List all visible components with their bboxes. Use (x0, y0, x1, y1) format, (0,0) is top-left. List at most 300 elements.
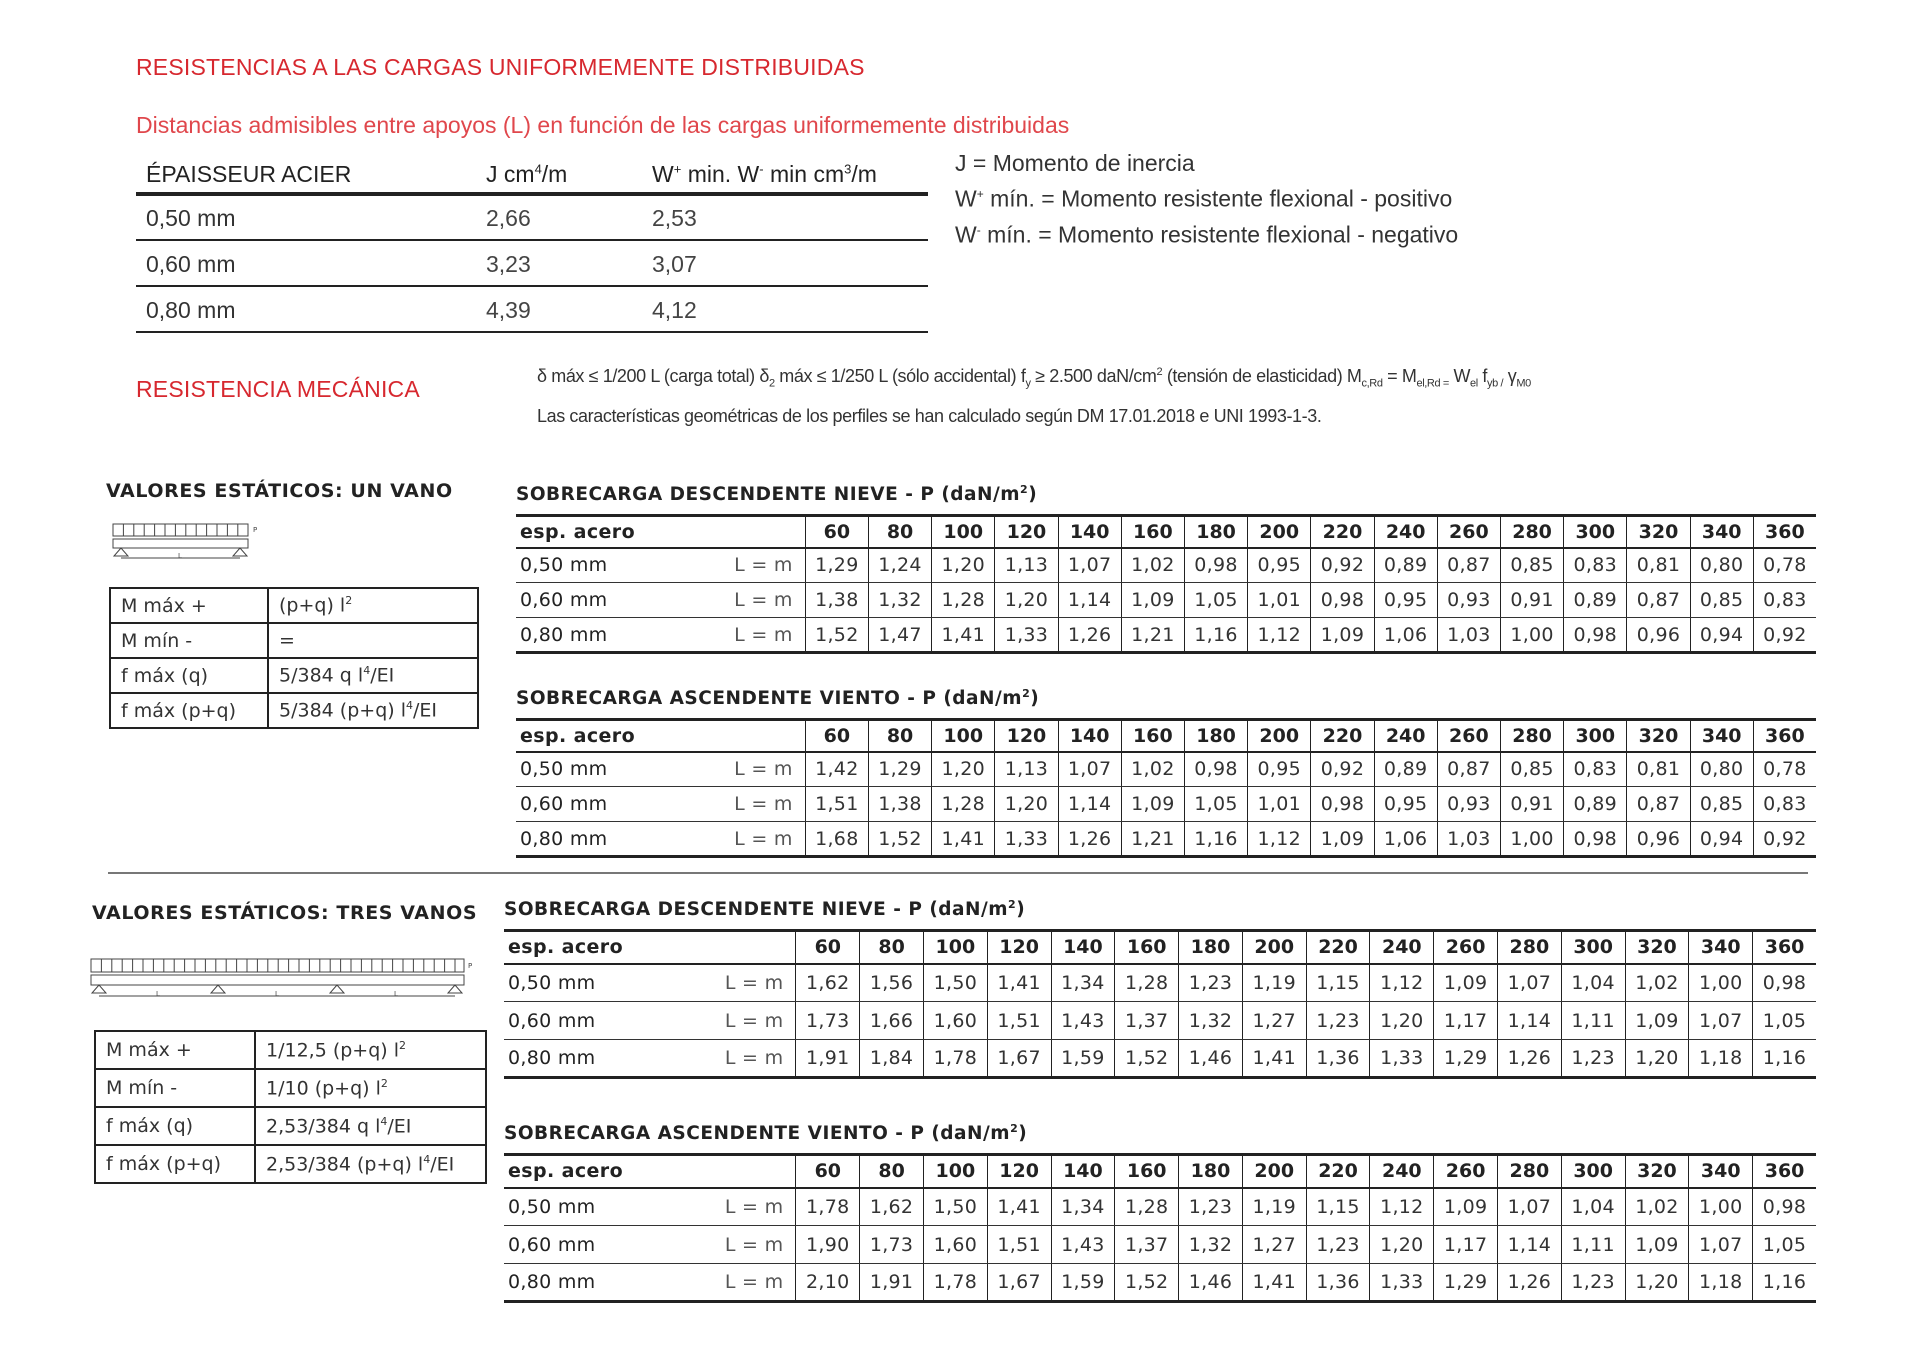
span-value-cell: 1,00 (1689, 964, 1753, 1002)
span-value-cell: 1,04 (1561, 1188, 1625, 1226)
header-load-340: 340 (1689, 1155, 1753, 1188)
span-value-cell: 1,33 (995, 618, 1058, 653)
span-value-cell: 1,91 (796, 1040, 860, 1078)
span-value-cell: 0,87 (1627, 787, 1690, 822)
table-row (516, 548, 1816, 583)
span-value-cell: 1,09 (1121, 583, 1184, 618)
span-value-cell: 0,95 (1374, 787, 1437, 822)
table-row (504, 964, 1816, 1002)
span-value-cell: 0,98 (1184, 752, 1247, 787)
span-value-cell: 1,37 (1115, 1226, 1179, 1264)
span-value-cell: 1,29 (868, 752, 931, 787)
header-load-200: 200 (1248, 516, 1311, 548)
span-value-cell: 1,01 (1248, 787, 1311, 822)
formula-label: f máx (p+q) (95, 1145, 255, 1183)
row-thickness: 0,50 mm (504, 964, 668, 1002)
span-value-cell: 1,15 (1306, 964, 1370, 1002)
span-value-cell: 1,32 (1179, 1002, 1243, 1040)
three-span-beam-diagram-icon (88, 955, 478, 1011)
row-unit: L = m (678, 548, 805, 583)
span-value-cell: 1,17 (1434, 1226, 1498, 1264)
span-value-cell: 1,29 (805, 548, 868, 583)
header-load-360: 360 (1753, 931, 1816, 964)
span-value-cell: 1,52 (868, 822, 931, 857)
formula-value: = (268, 623, 478, 658)
table-row (110, 693, 478, 728)
span-value-cell: 1,78 (923, 1264, 987, 1302)
span-value-cell: 1,11 (1561, 1002, 1625, 1040)
span-value-cell: 0,85 (1500, 752, 1563, 787)
span-value-cell: 1,59 (1051, 1040, 1115, 1078)
span-value-cell: 0,98 (1564, 618, 1627, 653)
span-value-cell: 1,14 (1058, 787, 1121, 822)
header-esp-acero: esp. acero (516, 516, 805, 548)
table-header-row (516, 720, 1816, 752)
span-value-cell: 1,07 (1058, 752, 1121, 787)
span-value-cell: 1,90 (796, 1226, 860, 1264)
row-unit: L = m (668, 1040, 796, 1078)
span-value-cell: 0,85 (1690, 787, 1753, 822)
span-value-cell: 1,32 (1179, 1226, 1243, 1264)
row-thickness: 0,80 mm (516, 618, 678, 653)
span-value-cell: 1,27 (1242, 1226, 1306, 1264)
svg-text:P: P (468, 962, 473, 970)
header-load-60: 60 (805, 516, 868, 548)
formula-label: M mín - (110, 623, 268, 658)
span-value-cell: 1,21 (1121, 618, 1184, 653)
span-value-cell: 1,09 (1434, 964, 1498, 1002)
span-value-cell: 0,81 (1627, 548, 1690, 583)
cell-j: 3,23 (476, 240, 642, 286)
table-row (516, 822, 1816, 857)
span-value-cell: 0,98 (1753, 964, 1816, 1002)
span-value-cell: 0,85 (1690, 583, 1753, 618)
span-value-cell: 0,93 (1437, 583, 1500, 618)
formula-label: f máx (p+q) (110, 693, 268, 728)
span-value-cell: 1,06 (1374, 822, 1437, 857)
span-value-cell: 1,03 (1437, 822, 1500, 857)
table-row (504, 1040, 1816, 1078)
span-value-cell: 1,60 (923, 1002, 987, 1040)
span-value-cell: 1,73 (796, 1002, 860, 1040)
legend-w-minus: W- mín. = Momento resistente flexional - negativo (955, 221, 1459, 248)
span-value-cell: 1,34 (1051, 964, 1115, 1002)
span-value-cell: 1,12 (1370, 964, 1434, 1002)
span-value-cell: 1,62 (796, 964, 860, 1002)
cell-w: 3,07 (642, 240, 928, 286)
span-value-cell: 1,19 (1242, 964, 1306, 1002)
formula-value: (p+q) $l^2$ (268, 588, 478, 623)
span-value-cell: 1,16 (1184, 822, 1247, 857)
header-load-280: 280 (1498, 931, 1562, 964)
header-load-180: 180 (1184, 720, 1247, 752)
row-unit: L = m (668, 1226, 796, 1264)
header-load-100: 100 (923, 931, 987, 964)
span-value-cell: 1,52 (805, 618, 868, 653)
table-row (504, 1188, 1816, 1226)
span-value-cell: 1,23 (1179, 964, 1243, 1002)
header-load-280: 280 (1498, 1155, 1562, 1188)
span-value-cell: 0,96 (1627, 618, 1690, 653)
span-value-cell: 1,09 (1121, 787, 1184, 822)
table-row (504, 1226, 1816, 1264)
span-value-cell: 1,28 (1115, 964, 1179, 1002)
span-value-cell: 1,84 (860, 1040, 924, 1078)
span-value-cell: 1,23 (1179, 1188, 1243, 1226)
header-esp-acero: esp. acero (504, 931, 796, 964)
span-value-cell: 1,27 (1242, 1002, 1306, 1040)
table-row (95, 1145, 486, 1183)
row-unit: L = m (678, 618, 805, 653)
formula-value: 1/12,5 (p+q) $l^2$ (255, 1031, 486, 1069)
span-value-cell: 0,78 (1753, 548, 1816, 583)
header-load-100: 100 (923, 1155, 987, 1188)
span-value-cell: 0,89 (1374, 548, 1437, 583)
span-value-cell: 0,89 (1564, 787, 1627, 822)
span-value-cell: 0,95 (1374, 583, 1437, 618)
header-load-120: 120 (995, 720, 1058, 752)
formula-label: f máx (q) (110, 658, 268, 693)
header-load-200: 200 (1242, 931, 1306, 964)
span-value-cell: 1,26 (1498, 1264, 1562, 1302)
table-row (95, 1031, 486, 1069)
header-load-140: 140 (1058, 516, 1121, 548)
svg-text:L: L (394, 990, 398, 998)
span-value-cell: 0,91 (1500, 787, 1563, 822)
span-value-cell: 1,14 (1058, 583, 1121, 618)
three-span-snow-title: SOBRECARGA DESCENDENTE NIEVE - P $(daN/m^2)$ (504, 898, 1026, 921)
row-unit: L = m (678, 583, 805, 618)
span-value-cell: 1,29 (1434, 1264, 1498, 1302)
span-value-cell: 0,95 (1248, 752, 1311, 787)
table-header-row (504, 1155, 1816, 1188)
span-value-cell: 1,16 (1184, 618, 1247, 653)
span-value-cell: 1,52 (1115, 1040, 1179, 1078)
span-value-cell: 0,85 (1500, 548, 1563, 583)
span-value-cell: 1,50 (923, 1188, 987, 1226)
span-value-cell: 1,33 (995, 822, 1058, 857)
span-value-cell: 1,20 (1625, 1264, 1689, 1302)
cell-thickness: 0,50 mm (136, 194, 476, 240)
one-span-wind-table (516, 718, 1816, 858)
header-load-320: 320 (1627, 516, 1690, 548)
span-value-cell: 1,59 (1051, 1264, 1115, 1302)
header-w: W+ min. W- $\min cm^3/m$ (642, 154, 928, 194)
span-value-cell: 1,02 (1625, 1188, 1689, 1226)
span-value-cell: 1,00 (1500, 822, 1563, 857)
header-load-80: 80 (860, 1155, 924, 1188)
span-value-cell: 0,91 (1500, 583, 1563, 618)
row-thickness: 0,60 mm (504, 1226, 668, 1264)
legend-j: J = Momento de inercia (955, 150, 1195, 176)
span-value-cell: 1,62 (860, 1188, 924, 1226)
span-value-cell: 1,00 (1500, 618, 1563, 653)
one-span-wind-title: SOBRECARGA ASCENDENTE VIENTO - P $(daN/m^2)$ (516, 687, 1040, 710)
span-value-cell: 1,05 (1184, 787, 1247, 822)
header-load-220: 220 (1311, 516, 1374, 548)
span-value-cell: 1,03 (1437, 618, 1500, 653)
row-thickness: 0,80 mm (504, 1040, 668, 1078)
span-value-cell: 0,87 (1437, 548, 1500, 583)
row-thickness: 0,80 mm (516, 822, 678, 857)
properties-table (136, 154, 928, 333)
row-thickness: 0,60 mm (504, 1002, 668, 1040)
table-header-row (504, 931, 1816, 964)
span-value-cell: 1,20 (932, 752, 995, 787)
span-value-cell: 1,23 (1561, 1264, 1625, 1302)
header-thickness: ÉPAISSEUR ACIER (136, 154, 476, 194)
span-value-cell: 1,04 (1561, 964, 1625, 1002)
span-value-cell: 1,91 (860, 1264, 924, 1302)
three-span-title: VALORES ESTÁTICOS: TRES VANOS (92, 902, 478, 924)
span-value-cell: 1,51 (805, 787, 868, 822)
span-value-cell: 1,13 (995, 752, 1058, 787)
table-row (95, 1107, 486, 1145)
row-thickness: 0,80 mm (504, 1264, 668, 1302)
span-value-cell: 1,21 (1121, 822, 1184, 857)
header-load-200: 200 (1242, 1155, 1306, 1188)
span-value-cell: 1,24 (868, 548, 931, 583)
header-load-240: 240 (1370, 1155, 1434, 1188)
header-esp-acero: esp. acero (516, 720, 805, 752)
cell-thickness: 0,60 mm (136, 240, 476, 286)
table-row (136, 194, 928, 240)
header-load-280: 280 (1500, 516, 1563, 548)
span-value-cell: 1,12 (1248, 822, 1311, 857)
span-value-cell: 1,66 (860, 1002, 924, 1040)
span-value-cell: 1,09 (1625, 1226, 1689, 1264)
formula-value: 5/384 q $l^4/EI$ (268, 658, 478, 693)
span-value-cell: 1,43 (1051, 1002, 1115, 1040)
span-value-cell: 1,05 (1184, 583, 1247, 618)
formula-label: f máx (q) (95, 1107, 255, 1145)
row-thickness: 0,50 mm (516, 548, 678, 583)
row-unit: L = m (668, 1002, 796, 1040)
span-value-cell: 0,93 (1437, 787, 1500, 822)
formula-value: 1/10 (p+q) $l^2$ (255, 1069, 486, 1107)
span-value-cell: 1,33 (1370, 1040, 1434, 1078)
table-row (136, 240, 928, 286)
header-load-100: 100 (932, 516, 995, 548)
header-load-260: 260 (1434, 1155, 1498, 1188)
page-subtitle: Distancias admisibles entre apoyos (L) en función de las cargas uniformemente distribuidas (136, 112, 1070, 138)
page-title: RESISTENCIAS A LAS CARGAS UNIFORMEMENTE DISTRIBUIDAS (136, 54, 865, 80)
span-value-cell: 1,34 (1051, 1188, 1115, 1226)
row-thickness: 0,50 mm (516, 752, 678, 787)
span-value-cell: 1,41 (987, 1188, 1051, 1226)
span-value-cell: 1,07 (1689, 1002, 1753, 1040)
header-load-80: 80 (868, 516, 931, 548)
header-load-280: 280 (1500, 720, 1563, 752)
span-value-cell: 1,05 (1753, 1002, 1816, 1040)
legend-w-plus: W+ mín. = Momento resistente flexional - positivo (955, 185, 1453, 212)
header-load-60: 60 (796, 1155, 860, 1188)
span-value-cell: 0,95 (1248, 548, 1311, 583)
span-value-cell: 0,96 (1627, 822, 1690, 857)
header-load-160: 160 (1121, 516, 1184, 548)
span-value-cell: 1,20 (995, 787, 1058, 822)
span-value-cell: 0,83 (1753, 787, 1816, 822)
span-value-cell: 1,02 (1121, 752, 1184, 787)
span-value-cell: 1,12 (1248, 618, 1311, 653)
span-value-cell: 1,20 (1370, 1226, 1434, 1264)
header-load-260: 260 (1437, 516, 1500, 548)
header-load-180: 180 (1184, 516, 1247, 548)
span-value-cell: 1,41 (932, 618, 995, 653)
span-value-cell: 1,33 (1370, 1264, 1434, 1302)
three-span-wind-table (504, 1153, 1816, 1303)
header-load-220: 220 (1311, 720, 1374, 752)
table-row (516, 583, 1816, 618)
cell-w: 4,12 (642, 286, 928, 332)
span-value-cell: 1,68 (805, 822, 868, 857)
span-value-cell: 1,23 (1306, 1002, 1370, 1040)
formula-label: M máx + (95, 1031, 255, 1069)
row-unit: L = m (678, 787, 805, 822)
span-value-cell: 1,23 (1561, 1040, 1625, 1078)
span-value-cell: 1,07 (1498, 964, 1562, 1002)
mechanical-note: Las características geométricas de los perfiles se han calculado según DM 17.01.2018 e UNI 1993-1-3. (537, 406, 1322, 426)
table-row (516, 618, 1816, 653)
row-thickness: 0,60 mm (516, 583, 678, 618)
span-value-cell: 1,50 (923, 964, 987, 1002)
cell-thickness: 0,80 mm (136, 286, 476, 332)
span-value-cell: 1,09 (1625, 1002, 1689, 1040)
span-value-cell: 1,23 (1306, 1226, 1370, 1264)
header-load-200: 200 (1248, 720, 1311, 752)
span-value-cell: 1,46 (1179, 1040, 1243, 1078)
span-value-cell: 0,87 (1437, 752, 1500, 787)
span-value-cell: 0,92 (1311, 548, 1374, 583)
header-load-160: 160 (1121, 720, 1184, 752)
span-value-cell: 1,14 (1498, 1002, 1562, 1040)
header-esp-acero: esp. acero (504, 1155, 796, 1188)
span-value-cell: 0,98 (1311, 787, 1374, 822)
header-load-340: 340 (1689, 931, 1753, 964)
mechanical-formula: δ máx ≤ 1/200 L (carga total) $\delta_2$ máx ≤ 1/250 L (sólo accidental) $f_y \ge 2.500$ daN/$cm^2$ (tensión de elasticidad) $M_{c,Rd} = M_{el,Rd =}$ $W_{el}$ $f_{yb /}$ $\gamma_{M0}$ (537, 366, 1531, 390)
span-value-cell: 1,20 (932, 548, 995, 583)
one-span-title: VALORES ESTÁTICOS: UN VANO (106, 480, 453, 502)
header-load-180: 180 (1179, 1155, 1243, 1188)
row-unit: L = m (668, 964, 796, 1002)
header-load-80: 80 (868, 720, 931, 752)
span-value-cell: 0,92 (1753, 822, 1816, 857)
span-value-cell: 1,15 (1306, 1188, 1370, 1226)
header-j: J $cm^4/m$ (476, 154, 642, 194)
formula-value: 2,53/384 q $l^4/EI$ (255, 1107, 486, 1145)
row-thickness: 0,50 mm (504, 1188, 668, 1226)
header-load-120: 120 (987, 931, 1051, 964)
span-value-cell: 1,16 (1753, 1040, 1816, 1078)
span-value-cell: 1,41 (1242, 1264, 1306, 1302)
span-value-cell: 1,12 (1370, 1188, 1434, 1226)
formula-value: 5/384 (p+q) $l^4/EI$ (268, 693, 478, 728)
span-value-cell: 1,73 (860, 1226, 924, 1264)
header-load-120: 120 (995, 516, 1058, 548)
header-load-360: 360 (1753, 516, 1816, 548)
table-row (516, 787, 1816, 822)
header-load-320: 320 (1627, 720, 1690, 752)
span-value-cell: 0,81 (1627, 752, 1690, 787)
header-load-140: 140 (1058, 720, 1121, 752)
span-value-cell: 2,10 (796, 1264, 860, 1302)
header-load-120: 120 (987, 1155, 1051, 1188)
header-load-260: 260 (1437, 720, 1500, 752)
span-value-cell: 0,83 (1753, 583, 1816, 618)
section-divider (108, 872, 1808, 874)
span-value-cell: 1,42 (805, 752, 868, 787)
span-value-cell: 1,41 (932, 822, 995, 857)
span-value-cell: 1,26 (1498, 1040, 1562, 1078)
header-load-140: 140 (1051, 931, 1115, 964)
span-value-cell: 1,78 (796, 1188, 860, 1226)
mechanical-title: RESISTENCIA MECÁNICA (136, 376, 420, 402)
cell-j: 4,39 (476, 286, 642, 332)
span-value-cell: 0,83 (1564, 548, 1627, 583)
span-value-cell: 1,36 (1306, 1264, 1370, 1302)
formula-value: 2,53/384 (p+q) $l^4/EI$ (255, 1145, 486, 1183)
header-load-240: 240 (1374, 720, 1437, 752)
span-value-cell: 0,94 (1690, 822, 1753, 857)
three-span-snow-table (504, 929, 1816, 1079)
span-value-cell: 1,78 (923, 1040, 987, 1078)
cell-w: 2,53 (642, 194, 928, 240)
span-value-cell: 0,83 (1564, 752, 1627, 787)
header-load-360: 360 (1753, 1155, 1816, 1188)
span-value-cell: 1,07 (1058, 548, 1121, 583)
span-value-cell: 1,51 (987, 1002, 1051, 1040)
span-value-cell: 1,41 (1242, 1040, 1306, 1078)
table-row (504, 1002, 1816, 1040)
span-value-cell: 0,89 (1374, 752, 1437, 787)
span-value-cell: 1,19 (1242, 1188, 1306, 1226)
span-value-cell: 1,18 (1689, 1040, 1753, 1078)
span-value-cell: 1,41 (987, 964, 1051, 1002)
span-value-cell: 1,02 (1625, 964, 1689, 1002)
header-load-240: 240 (1370, 931, 1434, 964)
header-load-300: 300 (1561, 1155, 1625, 1188)
three-span-wind-title: SOBRECARGA ASCENDENTE VIENTO - P $(daN/m^2)$ (504, 1122, 1028, 1145)
properties-header-row (136, 154, 928, 194)
table-row (110, 658, 478, 693)
span-value-cell: 1,17 (1434, 1002, 1498, 1040)
table-row (504, 1264, 1816, 1302)
header-load-160: 160 (1115, 931, 1179, 964)
row-unit: L = m (668, 1264, 796, 1302)
header-load-80: 80 (860, 931, 924, 964)
formula-label: M máx + (110, 588, 268, 623)
span-value-cell: 1,18 (1689, 1264, 1753, 1302)
span-value-cell: 1,60 (923, 1226, 987, 1264)
span-value-cell: 1,02 (1121, 548, 1184, 583)
span-value-cell: 0,98 (1753, 1188, 1816, 1226)
span-value-cell: 1,09 (1311, 618, 1374, 653)
span-value-cell: 1,16 (1753, 1264, 1816, 1302)
header-load-140: 140 (1051, 1155, 1115, 1188)
span-value-cell: 1,20 (995, 583, 1058, 618)
span-value-cell: 1,07 (1689, 1226, 1753, 1264)
span-value-cell: 0,98 (1184, 548, 1247, 583)
span-value-cell: 1,67 (987, 1264, 1051, 1302)
span-value-cell: 0,94 (1690, 618, 1753, 653)
header-load-300: 300 (1564, 720, 1627, 752)
span-value-cell: 0,92 (1753, 618, 1816, 653)
table-header-row (516, 516, 1816, 548)
span-value-cell: 1,38 (868, 787, 931, 822)
one-span-formulas-table (109, 587, 479, 729)
span-value-cell: 1,46 (1179, 1264, 1243, 1302)
header-load-160: 160 (1115, 1155, 1179, 1188)
